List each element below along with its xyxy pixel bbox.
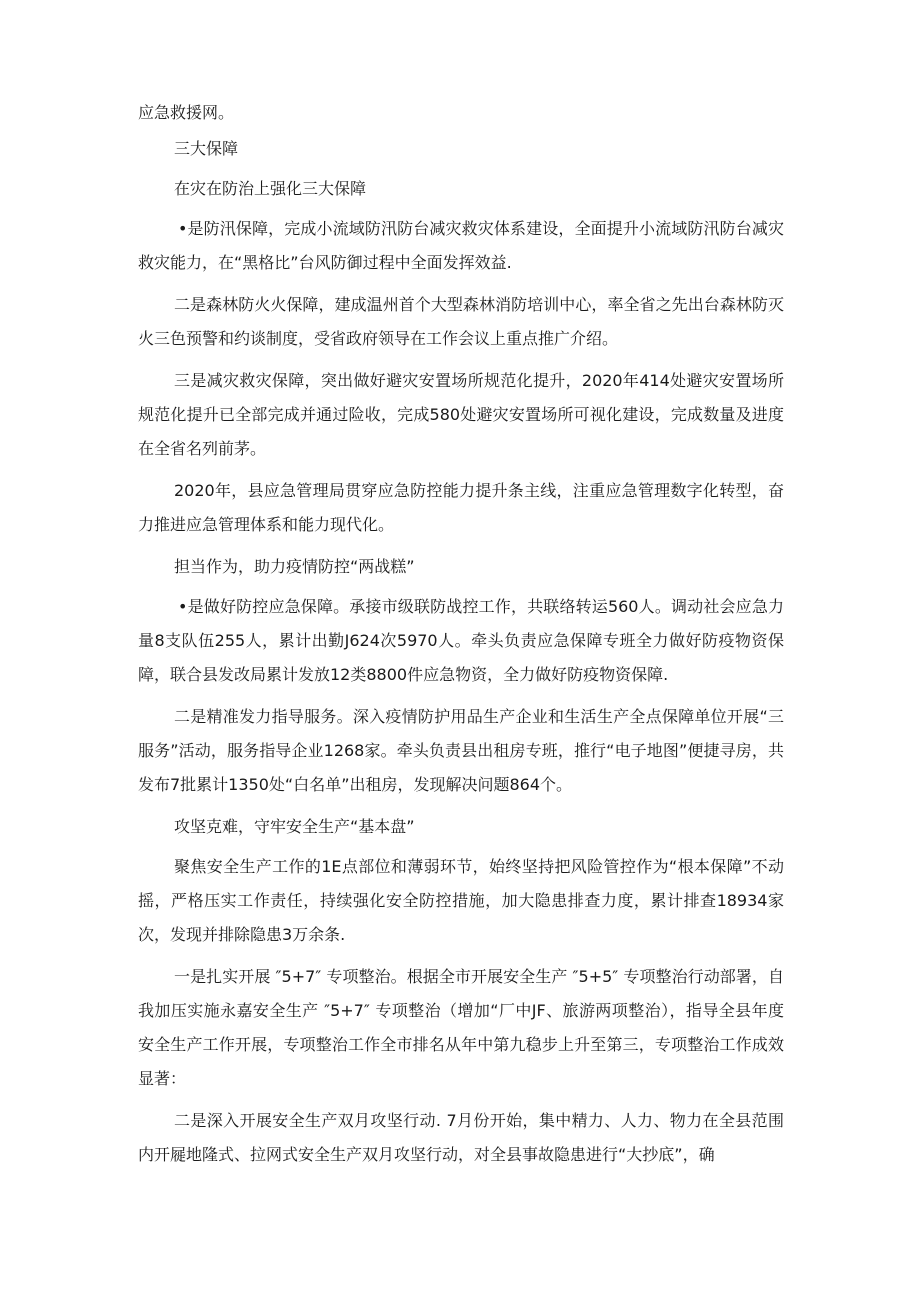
paragraph-flood-guarantee: •是防汛保障，完成小流域防汛防台减灾救灾体系建设，全面提升小流域防汛防台减灾救灾能力，在“黑格比”台风防御过程中全面发挥效益.	[138, 219, 784, 272]
paragraph-two-month-campaign: 二是深入开展安全生产双月攻坚行动. 7月份开始，集中精力、人力、物力在全县范围内开屣地隆式、拉网式安全生产双月攻坚行动，对全县事故隐患进行“大抄底”，确	[138, 1111, 784, 1164]
paragraph-epidemic-support: •是做好防控应急保障。承接市级联防战控工作，共联络转运560人。调动社会应急力量8支队伍255人，累计出勤J624次5970人。牵头负责应急保障专班全力做好防疫物资保障，联合县发改局累计发放12类8800件应急物资，全力做好防疫物资保障.	[138, 597, 784, 684]
paragraph-disaster-relief-guarantee: 三是减灾救灾保障，突出做好避灾安置场所规范化提升，2020年414处避灾安置场所规范化提升已全部完成并通过险收，完成580处避灾安置场所可视化建设，完成数量及进度在全省名列前茅。	[138, 371, 784, 458]
subheading-disaster-prevention: 在灾在防治上强化三大保障	[174, 179, 367, 198]
paragraph-emergency-management-2020: 2020年，县应急管理局贯穿应急防控能力提升条主线，注重应急管理数字化转型，奋力推进应急管理体系和能力现代化。	[138, 481, 784, 534]
paragraph-special-rectification: 一是扎实开展 ″5+7″ 专项整治。根据全市开展安全生产 ″5+5″ 专项整治行动部署，自我加压实施永嘉安全生产 ″5+7″ 专项整治（增加“厂中JF、旅游两项整治），指导全县年度安全生产工作开展，专项整治工作全市排名从年中第九稳步上升至第三，专项整治工作成效显著：	[138, 967, 784, 1088]
subheading-safety-production: 攻坚克难，守牢安全生产“基本盘”	[174, 817, 415, 836]
paragraph-guidance-service: 二是精准发力指导服务。深入疫情防护用品生产企业和生活生产全点保障单位开展“三服务”活动，服务指导企业1268家。牵头负责县出租房专班，推行“电子地图”便捷寻房，共发布7批累计1350处“白名单”出租房，发现解决问题864个。	[138, 707, 784, 794]
document-page	[138, 96, 784, 1180]
subheading-epidemic-control: 担当作为，助力疫情防控“两战糕”	[174, 557, 415, 576]
paragraph-continuation: 应急救援网。	[138, 103, 235, 122]
paragraph-safety-focus: 聚焦安全生产工作的1E点部位和薄弱环节，始终坚持把风险管控作为“根本保障”不动摇，严格压实工作责任，持续强化安全防控措施，加大隐患排查力度，累计排查18934家次，发现并排除隐患3万余条.	[138, 857, 784, 944]
paragraph-forest-fire-guarantee: 二是森林防火火保障，建成温州首个大型森林消防培训中心，率全省之先出台森林防灭火三色预警和约谈制度，受省政府领导在工作会议上重点推广介绍。	[138, 295, 784, 348]
section-heading-three-guarantees: 三大保障	[174, 139, 239, 158]
